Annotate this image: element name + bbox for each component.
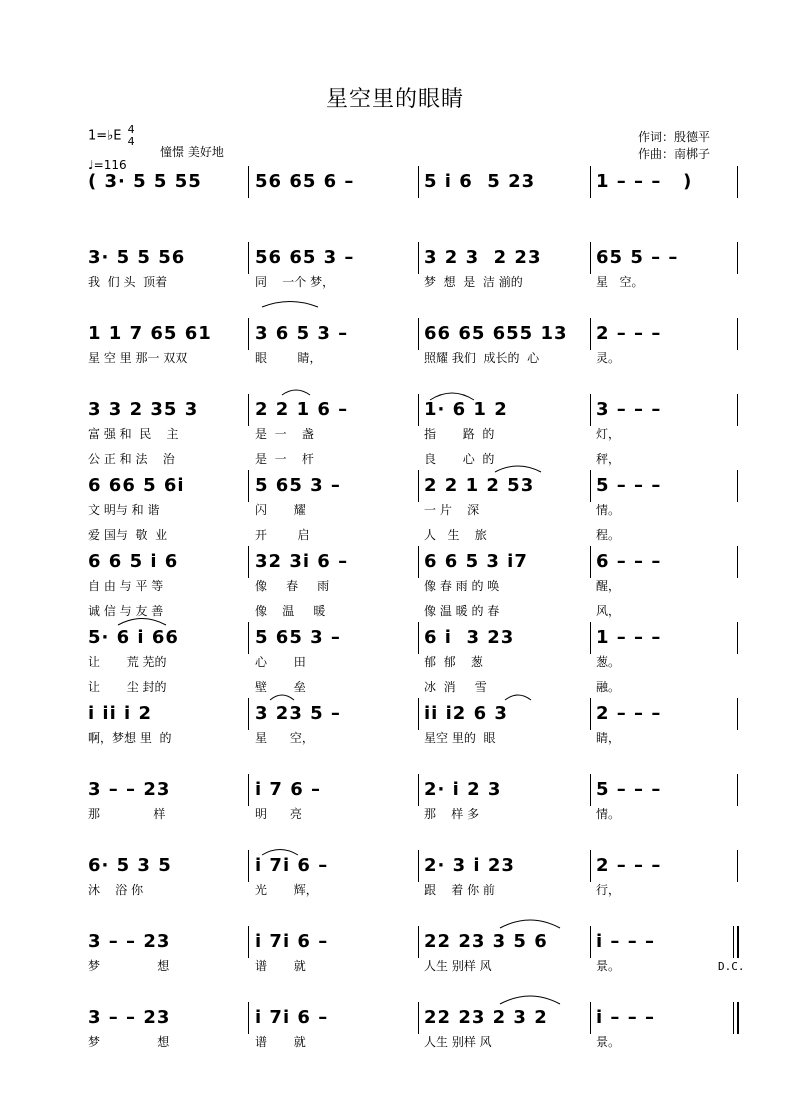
lyric-line: 是 一 盏 xyxy=(255,427,314,441)
lyric-line: 富 强 和 民 主 xyxy=(88,427,179,441)
lyric-line: 啊，梦想 里 的 xyxy=(88,731,172,745)
lyric-line: 梦 想 是 洁 湔的 xyxy=(424,275,523,289)
lyric-line-verse2: 壁 垒 xyxy=(255,680,306,694)
lyric-line-verse2: 良 心 的 xyxy=(424,452,495,466)
key-label: 1=♭E xyxy=(88,128,122,144)
lyric-line: 梦 想 xyxy=(88,1035,170,1049)
note-measure: 5 65 3 – xyxy=(255,475,341,496)
lyric-line: 睛， xyxy=(596,731,621,745)
note-measure: 3 6 5 3 – xyxy=(255,323,349,344)
lyric-line: 照耀 我们 成长的 心 xyxy=(424,351,540,365)
note-measure: 6 6 5 3 i7 xyxy=(424,551,528,572)
lyric-line-verse2: 是 一 杆 xyxy=(255,452,314,466)
note-measure: 2· i 2 3 xyxy=(424,779,502,800)
slur xyxy=(118,619,166,626)
lyric-line: 郁 郁 葱 xyxy=(424,655,483,669)
lyric-line-verse2: 融。 xyxy=(596,680,621,694)
time-denominator: 4 xyxy=(127,135,135,148)
lyric-line: 明 亮 xyxy=(255,807,302,821)
note-measure: 32 3i 6 – xyxy=(255,551,349,572)
expression-mark: 憧憬 美好地 xyxy=(160,145,224,159)
lyric-line: 光 辉， xyxy=(255,883,318,897)
lyric-line: 像 春 雨 xyxy=(255,579,330,593)
slur xyxy=(262,302,318,308)
note-measure: 2 – – – xyxy=(596,703,662,724)
note-measure: i – – – xyxy=(596,931,655,952)
lyric-line: 沐 浴 你 xyxy=(88,883,144,897)
lyric-line: 灵。 xyxy=(596,351,621,365)
slur xyxy=(500,920,560,928)
lyric-line-verse2: 秤， xyxy=(596,452,621,466)
lyric-line: 我 们 头 顶着 xyxy=(88,275,168,289)
lyric-line: 情。 xyxy=(596,807,621,821)
slur xyxy=(430,393,474,400)
note-measure: 6 – – – xyxy=(596,551,662,572)
lyric-line: 人生 别样 风 xyxy=(424,959,492,973)
lyric-line-verse2: 程。 xyxy=(596,528,621,542)
note-measure: 65 5 – – xyxy=(596,247,679,268)
note-measure: 56 65 6 – xyxy=(255,171,355,192)
lyric-line: 行， xyxy=(596,883,621,897)
lyric-line: 那 样 xyxy=(88,807,166,821)
note-measure: 3 3 2 35 3 xyxy=(88,399,199,420)
lyric-line-verse2: 风， xyxy=(596,604,621,618)
slur xyxy=(495,466,541,472)
lyric-line: 梦 想 xyxy=(88,959,170,973)
lyric-line: 指 路 的 xyxy=(424,427,495,441)
lyric-line: 星 空 里 那一 双双 xyxy=(88,351,188,365)
note-measure: 3 – – 23 xyxy=(88,779,171,800)
note-measure: i 7 6 – xyxy=(255,779,322,800)
time-numerator: 4 xyxy=(127,123,135,136)
dc-marking: D.C. xyxy=(718,960,745,973)
note-measure: 5· 6 i 66 xyxy=(88,627,179,648)
slur xyxy=(505,695,531,700)
lyric-line: 眼 睛， xyxy=(255,351,322,365)
note-measure: 1· 6 1 2 xyxy=(424,399,508,420)
slur xyxy=(500,996,560,1004)
note-measure: 5 i 6 5 23 xyxy=(424,171,536,192)
note-measure: 3 23 5 – xyxy=(255,703,341,724)
composer-credit: 作曲：南梆子 xyxy=(638,147,711,161)
lyric-line: 自 由 与 平 等 xyxy=(88,579,164,593)
lyricist-credit: 作词：殷德平 xyxy=(638,130,711,144)
note-measure: 56 65 3 – xyxy=(255,247,355,268)
note-measure: i 7i 6 – xyxy=(255,1007,329,1028)
lyric-line: 跟 着 你 前 xyxy=(424,883,495,897)
note-measure: i – – – xyxy=(596,1007,655,1028)
note-measure: 1 1 7 65 61 xyxy=(88,323,212,344)
lyric-line: 人生 别样 风 xyxy=(424,1035,492,1049)
note-measure: 2· 3 i 23 xyxy=(424,855,515,876)
note-measure: ( 3· 5 5 55 xyxy=(88,171,202,192)
lyric-line: 像 春 雨 的 唤 xyxy=(424,579,500,593)
note-measure: 2 2 1 2 53 xyxy=(424,475,535,496)
lyric-line-verse2: 爱 国与 敬 业 xyxy=(88,528,168,542)
lyric-line-verse2: 像 温 暖 的 春 xyxy=(424,604,500,618)
lyric-line: 景。 xyxy=(596,1035,621,1049)
lyric-line: 谱 就 xyxy=(255,1035,306,1049)
slur xyxy=(270,695,294,700)
note-measure: i ii i 2 xyxy=(88,703,153,724)
lyric-line-verse2: 诚 信 与 友 善 xyxy=(88,604,164,618)
note-measure: 3 – – 23 xyxy=(88,931,171,952)
note-measure: i 7i 6 – xyxy=(255,931,329,952)
note-measure: 2 – – – xyxy=(596,323,662,344)
note-measure: 6 6 5 i 6 xyxy=(88,551,179,572)
tempo-mark: ♩=116 xyxy=(88,158,127,172)
lyric-line-verse2: 冰 消 雪 xyxy=(424,680,487,694)
note-measure: 6 66 5 6i xyxy=(88,475,185,496)
note-measure: 1 – – – ) xyxy=(596,171,693,192)
lyric-line: 醒， xyxy=(596,579,621,593)
lyric-line-verse2: 公 正 和 法 治 xyxy=(88,452,175,466)
slur xyxy=(262,850,298,856)
note-measure: 66 65 655 13 xyxy=(424,323,568,344)
lyric-line: 景。 xyxy=(596,959,621,973)
note-measure: 22 23 2 3 2 xyxy=(424,1007,548,1028)
note-measure: 6· 5 3 5 xyxy=(88,855,172,876)
note-measure: 2 – – – xyxy=(596,855,662,876)
lyric-line: 星 空， xyxy=(255,731,314,745)
lyric-line-verse2: 人 生 旅 xyxy=(424,528,487,542)
note-measure: 5 – – – xyxy=(596,779,662,800)
lyric-line: 那 样 多 xyxy=(424,807,480,821)
note-measure: 3 – – 23 xyxy=(88,1007,171,1028)
lyric-line: 谱 就 xyxy=(255,959,306,973)
note-measure: 5 65 3 – xyxy=(255,627,341,648)
lyric-line: 让 荒 芜的 xyxy=(88,655,167,669)
lyric-line: 同 一个 梦， xyxy=(255,275,335,289)
note-measure: 3 – – – xyxy=(596,399,662,420)
lyric-line-verse2: 像 温 暖 xyxy=(255,604,326,618)
lyric-line: 葱。 xyxy=(596,655,621,669)
lyric-line: 星空 里的 眼 xyxy=(424,731,496,745)
note-measure: ii i2 6 3 xyxy=(424,703,508,724)
slur xyxy=(282,390,310,395)
note-measure: 6 i 3 23 xyxy=(424,627,515,648)
note-measure: 2 2 1 6 – xyxy=(255,399,349,420)
note-measure: 5 – – – xyxy=(596,475,662,496)
note-measure: 3· 5 5 56 xyxy=(88,247,186,268)
lyric-line: 心 田 xyxy=(255,655,306,669)
lyric-line: 一 片 深 xyxy=(424,503,480,517)
lyric-line-verse2: 开 启 xyxy=(255,528,310,542)
note-measure: 1 – – – xyxy=(596,627,662,648)
lyric-line: 灯， xyxy=(596,427,621,441)
note-measure: 22 23 3 5 6 xyxy=(424,931,548,952)
lyric-line: 文 明与 和 谐 xyxy=(88,503,160,517)
song-title: 星空里的眼睛 xyxy=(325,87,464,112)
lyric-line: 星 空。 xyxy=(596,275,644,289)
lyric-line: 闪 耀 xyxy=(255,503,306,517)
lyric-line-verse2: 让 尘 封的 xyxy=(88,680,167,694)
lyric-line: 情。 xyxy=(596,503,621,517)
note-measure: 3 2 3 2 23 xyxy=(424,247,542,268)
note-measure: i 7i 6 – xyxy=(255,855,329,876)
